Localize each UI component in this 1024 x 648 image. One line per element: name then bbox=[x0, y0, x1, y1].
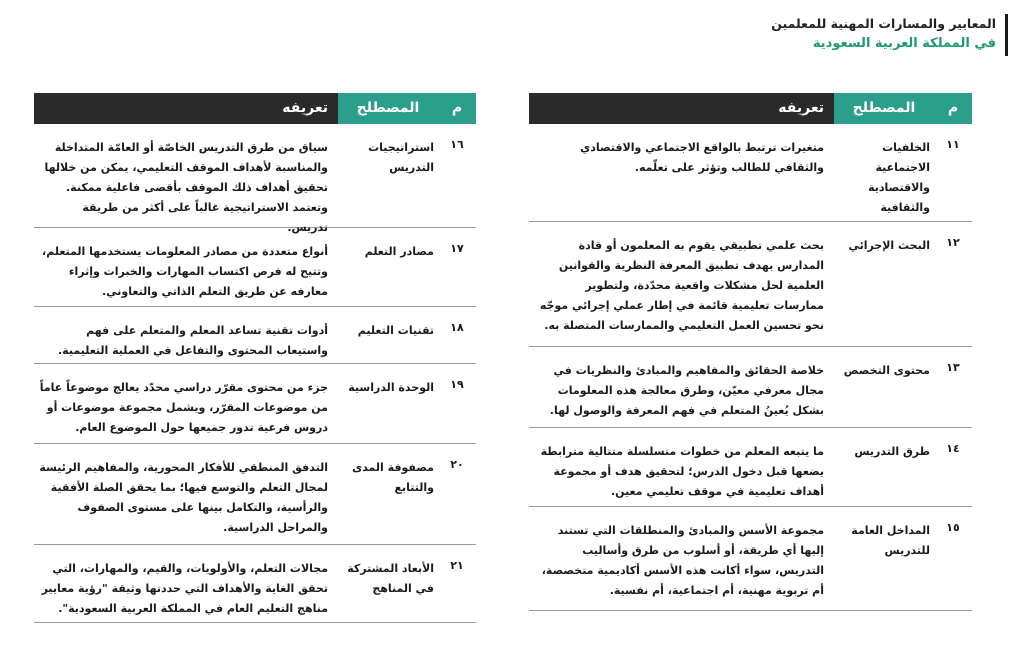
row-term: تقنيات التعليم bbox=[357, 324, 434, 337]
row-definition: التدفق المنطقي للأفكار المحورية، والمفاهيم الرئيسة لمجال التعلم والتوسع فيها؛ بما يحقق الصلة الأفقية والرأسية، والتكامل بينها على مستوى الصفوف والمراحل الدراسية. bbox=[39, 461, 328, 534]
row-term: المداخل العامة للتدريس bbox=[851, 524, 930, 557]
header-num: م bbox=[934, 93, 972, 124]
header-definition: تعريفه bbox=[778, 100, 824, 116]
header-accent-bar bbox=[1005, 14, 1008, 56]
table-row bbox=[34, 124, 476, 234]
table-row bbox=[34, 545, 476, 623]
row-term: الوحدة الدراسية bbox=[348, 381, 434, 394]
row-definition: بحث علمي تطبيقي يقوم به المعلمون أو قادة المدارس بهدف تطبيق المعرفة النظرية والقوانين العلمية لحل مشكلات واقعية محدّدة، ولتطوير ممارسات تعليمية قائمة في إطار عملي إجرائي موجّه نحو تحسين العمل التعليمي والممارسات المتصلة به. bbox=[539, 239, 824, 332]
table-row bbox=[529, 124, 972, 222]
row-number: ١٩ bbox=[450, 378, 464, 391]
row-number: ١١ bbox=[946, 138, 960, 151]
row-definition: مجالات التعلم، والأولويات، والقيم، والمهارات، التي تحقق الغاية والأهداف التي حددتها وثيقة "رؤية معايير مناهج التعليم العام في المملكة العربية السعودية". bbox=[41, 562, 328, 615]
row-term: محتوى التخصص bbox=[843, 364, 930, 377]
row-definition: جزء من محتوى مقرّر دراسي محدّد يعالج موضوعاً عاماً من موضوعات المقرّر، ويشمل مجموعة موضوعات أو دروس فرعية تدور جميعها حول الموضوع العام. bbox=[39, 381, 328, 434]
header-title: المعايير والمسارات المهنية للمعلمين bbox=[771, 16, 996, 31]
row-term: البحث الإجرائي bbox=[848, 239, 930, 252]
table-row bbox=[34, 228, 476, 307]
header-term: المصطلح bbox=[834, 93, 934, 124]
row-term: طرق التدريس bbox=[854, 445, 930, 458]
table-row bbox=[529, 347, 972, 428]
header-definition: تعريفه bbox=[282, 100, 328, 116]
table-row bbox=[529, 507, 972, 611]
row-number: ١٨ bbox=[450, 321, 464, 334]
row-number: ١٤ bbox=[946, 442, 960, 455]
row-number: ١٣ bbox=[946, 361, 960, 374]
table-header bbox=[529, 93, 972, 124]
row-term: الخلفيات الاجتماعية والاقتصادية والثقافية bbox=[868, 141, 930, 214]
table-row bbox=[529, 222, 972, 347]
row-term: الأبعاد المشتركة في المناهج bbox=[347, 562, 434, 595]
row-number: ١٢ bbox=[946, 236, 960, 249]
row-definition: سياق من طرق التدريس الخاصّة أو العامّة المتداخلة والمناسبة لأهداف الموقف التعليمي، يمكن من خلالها تحقيق أهداف ذلك الموقف بأقصى فاعلية ممكنة. وتعتمد الاستراتيجية غالباً على أكثر من طريقة تدريس. bbox=[44, 141, 328, 234]
row-definition: خلاصة الحقائق والمفاهيم والمبادئ والنظريات في مجال معرفي معيّن، وطرق معالجة هذه المعلومات بشكل يُعينُ المتعلم في فهم المعرفة والوصول لها. bbox=[549, 364, 824, 417]
row-number: ٢١ bbox=[450, 559, 464, 572]
row-term: مصفوفة المدى والتتابع bbox=[352, 461, 434, 494]
row-definition: مجموعة الأسس والمبادئ والمنطلقات التي تستند إليها أي طريقة، أو أسلوب من طرق وأساليب التدريس، سواء أكانت هذه الأسس أكاديمية متخصصة، أم تربوية مهنية، أم اجتماعية، أم نفسية. bbox=[541, 524, 824, 597]
table-row bbox=[34, 364, 476, 444]
row-number: ١٧ bbox=[450, 242, 464, 255]
row-term: مصادر التعلم bbox=[364, 245, 434, 258]
row-definition: ما يتبعه المعلم من خطوات متسلسلة متتالية مترابطة يضعها قبل دخول الدرس؛ لتحقيق هدف أو مجموعة أهداف تعليمية في موقف تعليمي معين. bbox=[540, 445, 824, 498]
row-definition: أنواع متعددة من مصادر المعلومات يستخدمها المتعلم، وتتيح له فرص اكتساب المهارات والخبرات وإثراء معارفه عن طريق التعلم الذاتي والتعاوني. bbox=[42, 245, 328, 298]
row-number: ١٦ bbox=[450, 138, 464, 151]
table-row bbox=[34, 307, 476, 364]
table-row bbox=[529, 428, 972, 507]
table-header bbox=[34, 93, 476, 124]
document-header bbox=[748, 14, 1008, 56]
row-term: استراتيجيات التدريس bbox=[368, 141, 434, 174]
header-num: م bbox=[438, 93, 476, 124]
header-subtitle: في المملكة العربية السعودية bbox=[812, 36, 996, 51]
row-number: ١٥ bbox=[946, 521, 960, 534]
row-number: ٢٠ bbox=[450, 458, 464, 471]
row-definition: أدوات تقنية تساعد المعلم والمتعلم على فهم واستيعاب المحتوى والتفاعل في العملية التعليمية. bbox=[58, 324, 328, 357]
header-term: المصطلح bbox=[338, 93, 438, 124]
row-definition: متغيرات ترتبط بالواقع الاجتماعي والاقتصادي والثقافي للطالب وتؤثر على تعلّمه. bbox=[580, 141, 824, 174]
table-row bbox=[34, 444, 476, 545]
